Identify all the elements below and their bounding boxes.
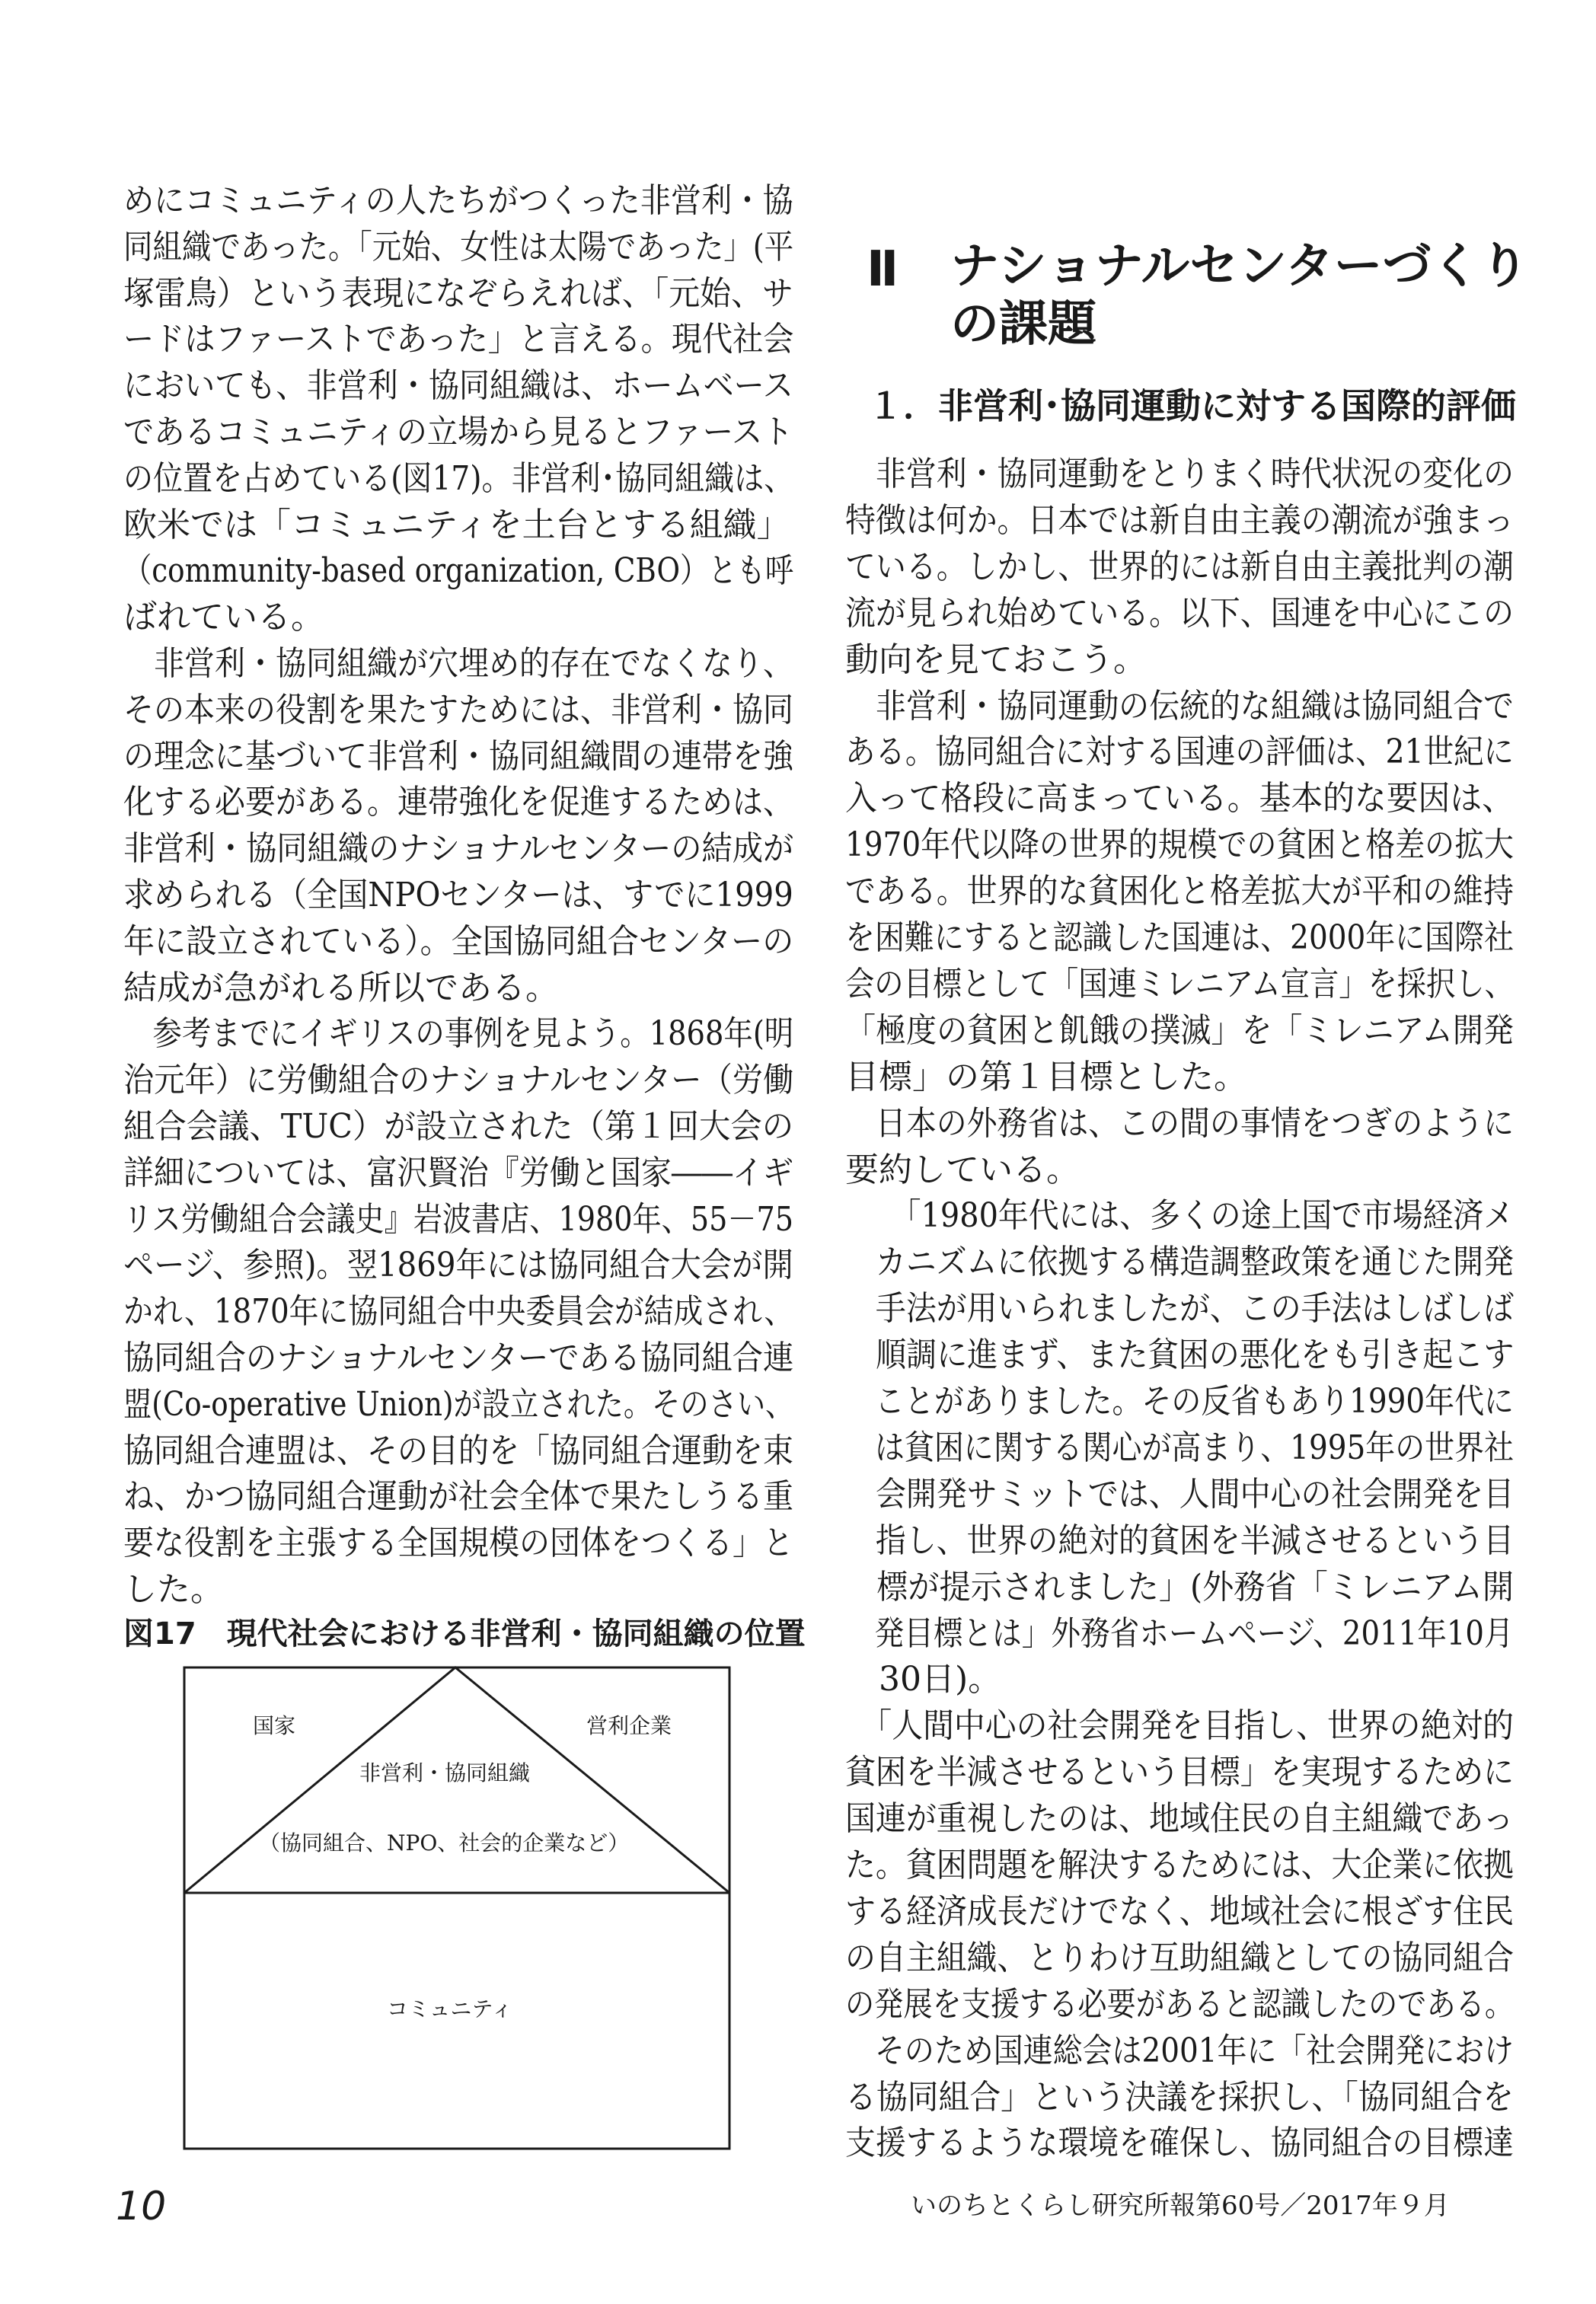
- text-line: 塚雷鳥）という表現になぞらえれば、「元始、サ: [123, 273, 793, 313]
- figure-label-business: 営利企業: [586, 1713, 672, 1738]
- text-line: した。: [123, 1570, 224, 1609]
- text-line: の自主組織、とりわけ互助組織としての協同組合: [845, 1938, 1514, 1977]
- text-line: 日本の外務省は、この間の事情をつぎのように: [845, 1103, 1514, 1143]
- text-line: を困難にすると認識した国連は、2000年に国際社: [845, 918, 1515, 957]
- figure-label-state: 国家: [253, 1713, 296, 1738]
- text-line: 組合会議、TUC）が設立された（第１回大会の: [123, 1107, 794, 1146]
- figure-label-npo-examples: （協同組合、NPO、社会的企業など）: [259, 1830, 630, 1856]
- text-line: ことがありました。その反省もあり1990年代に: [845, 1382, 1515, 1421]
- text-line: その本来の役割を果たすためには、非営利・協同: [123, 690, 794, 729]
- text-line: めにコミュニティの人たちがつくった非営利・協: [123, 181, 793, 220]
- text-line: 「1980年代には、多くの途上国で市場経済メ: [845, 1196, 1515, 1236]
- text-line: カニズムに依拠する構造調整政策を通じた開発: [845, 1243, 1514, 1282]
- text-line: 「人間中心の社会開発を目指し、世界の絶対的: [845, 1706, 1514, 1746]
- text-line: （community-based organization, CBO）とも呼: [123, 551, 794, 591]
- section-title-line2: の課題: [950, 296, 1096, 353]
- text-line: 詳細については、富沢賢治『労働と国家――イギ: [123, 1153, 794, 1192]
- right-column: [798, 0, 1596, 2304]
- text-line: ね、かつ協同組合運動が社会全体で果たしうる重: [123, 1477, 794, 1517]
- figure-label-npo: 非営利・協同組織: [359, 1760, 531, 1785]
- text-line: 年に設立されている）。全国協同組合センターの: [123, 921, 794, 961]
- text-line: 手法が用いられましたが、この手法はしばしば: [845, 1289, 1514, 1329]
- text-line: 非営利・協同運動をとりまく時代状況の変化の: [845, 455, 1514, 493]
- text-line: 動向を見ておこう。: [845, 640, 1147, 679]
- text-line: ある。協同組合に対する国連の評価は、21世紀に: [845, 732, 1514, 772]
- text-line: る協同組合」という決議を採択し、「協同組合を: [845, 2077, 1514, 2117]
- text-line: 協同組合のナショナルセンターである協同組合連: [123, 1339, 794, 1377]
- text-line: 順調に進まず、また貧困の悪化をも引き起こす: [845, 1335, 1515, 1375]
- text-line: 会の目標として「国連ミレニアム宣言」を採択し、: [845, 964, 1514, 1004]
- text-line: 会開発サミットでは、人間中心の社会開発を目: [845, 1474, 1515, 1514]
- text-line: の発展を支援する必要があると認識したのである。: [845, 1984, 1515, 2024]
- text-line: 国連が重視したのは、地域住民の自主組織であっ: [845, 1799, 1514, 1839]
- text-line: は貧困に関する関心が高まり、1995年の世界社: [845, 1428, 1515, 1467]
- text-line: 協同組合連盟は、その目的を「協同組合運動を束: [123, 1431, 794, 1470]
- text-line: ページ、参照)。翌1869年には協同組合大会が開: [123, 1246, 793, 1285]
- text-line: 入って格段に高まっている。基本的な要因は、: [845, 779, 1514, 819]
- text-line: 結成が急がれる所以である。: [123, 968, 559, 1007]
- text-line: 要な役割を主張する全国規模の団体をつくる」と: [123, 1524, 794, 1563]
- figure-17-diagram: [183, 1666, 731, 2150]
- figure-caption: 図17 現代社会における非営利・協同組織の位置: [123, 1616, 806, 1651]
- text-line: 支援するような環境を確保し、協同組合の目標達: [845, 2124, 1514, 2163]
- text-line: 「極度の貧困と飢餓の撲滅」を「ミレニアム開発: [845, 1010, 1514, 1050]
- text-line: 参考までにイギリスの事例を見よう。1868年(明: [123, 1014, 794, 1054]
- section-number: Ⅱ: [867, 241, 899, 298]
- text-line: 30日)。: [845, 1660, 1002, 1699]
- page-number: 10: [116, 2184, 167, 2229]
- text-line: 流が見られ始めている。以下、国連を中心にこの: [845, 593, 1514, 633]
- subsection-title: １．非営利･協同運動に対する国際的評価: [868, 385, 1516, 426]
- text-line: 求められる（全国NPOセンターは、すでに1999: [123, 876, 793, 914]
- text-line: かれ、1870年に協同組合中央委員会が結成され、: [123, 1292, 794, 1332]
- text-line: そのため国連総会は2001年に「社会開発におけ: [845, 2031, 1515, 2070]
- publication-info: いのちとくらし研究所報第60号／2017年９月: [911, 2191, 1450, 2221]
- text-line: においても、非営利・協同組織は、ホームベース: [123, 366, 793, 406]
- text-line: た。貧困問題を解決するためには、大企業に依拠: [845, 1846, 1514, 1884]
- figure-outer-frame: [184, 1667, 729, 2149]
- figure-label-community: コミュニティ: [387, 1996, 513, 2022]
- text-line: 要約している。: [845, 1150, 1080, 1189]
- text-line: ばれている。: [123, 598, 324, 637]
- text-line: 非営利・協同組織のナショナルセンターの結成が: [123, 829, 794, 869]
- text-line: リス労働組合会議史』岩波書店、1980年、55－75: [123, 1199, 794, 1239]
- text-line: 1970年代以降の世界的規模での貧困と格差の拡大: [845, 825, 1515, 865]
- text-line: 貧困を半減させるという目標」を実現するために: [845, 1753, 1514, 1792]
- text-line: であるコミュニティの立場から見るとファースト: [123, 413, 793, 452]
- text-line: 指し、世界の絶対的貧困を半減させるという目: [845, 1521, 1514, 1560]
- text-line: 治元年）に労働組合のナショナルセンター（労働: [123, 1061, 794, 1100]
- text-line: 目標」の第１目標とした。: [845, 1057, 1247, 1096]
- text-line: 同組織であった。「元始、女性は太陽であった」(平: [123, 227, 794, 266]
- text-line: 化する必要がある。連帯強化を促進するためは、: [123, 783, 794, 822]
- text-line: の位置を占めている(図17)。非営利･協同組織は、: [123, 458, 794, 498]
- text-line: の理念に基づいて非営利・協同組織間の連帯を強: [123, 736, 794, 776]
- section-title-line1: ナショナルセンターづくり: [950, 238, 1529, 295]
- text-line: 非営利・協同組織が穴埋め的存在でなくなり、: [123, 644, 794, 683]
- text-line: 非営利・協同運動の伝統的な組織は協同組合で: [845, 686, 1514, 726]
- text-line: 欧米では「コミュニティを土台とする組織」: [123, 505, 790, 544]
- text-line: 特徴は何か。日本では新自由主義の潮流が強まっ: [845, 500, 1514, 540]
- text-line: ードはファーストであった」と言える。現代社会: [123, 320, 794, 359]
- text-line: 発目標とは」外務省ホームページ、2011年10月: [845, 1613, 1514, 1653]
- text-line: である。世界的な貧困化と格差拡大が平和の維持: [845, 872, 1514, 911]
- text-line: 盟(Co-operative Union)が設立された。そのさい、: [123, 1384, 794, 1424]
- text-line: ている。しかし、世界的には新自由主義批判の潮: [845, 547, 1514, 586]
- text-line: 標が提示されました」(外務省「ミレニアム開: [845, 1567, 1515, 1607]
- text-line: する経済成長だけでなく、地域社会に根ざす住民: [845, 1891, 1515, 1931]
